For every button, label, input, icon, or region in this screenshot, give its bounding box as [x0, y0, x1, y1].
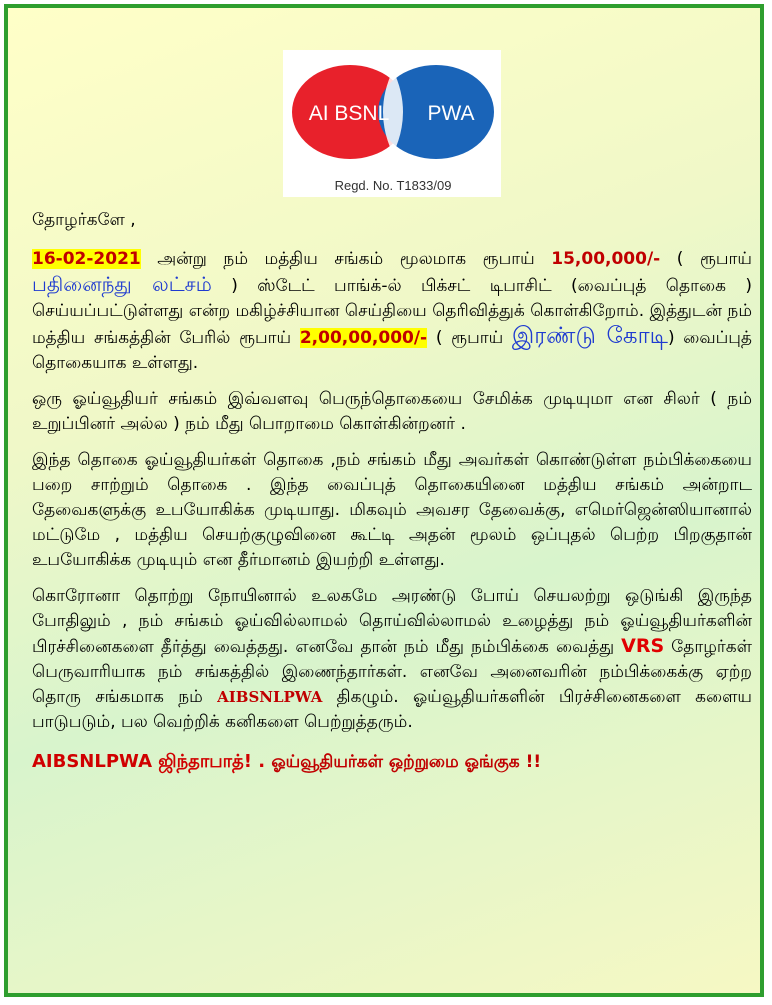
aibsnlpwa-logo [283, 50, 501, 197]
para1-text-4: ( ரூபாய் [427, 328, 512, 348]
letter-body [32, 208, 752, 786]
para1-text-3: ) ஸ்டேட் பாங்க்-ல் பிக்சட் டிபாசிட் (வைப்புத் தொகை ) செய்யப்பட்டுள்ளது என்ற மகிழ்ச்சியான செய்தியை தெரிவித்துக் கொள்கிறோம். இத்துடன் நம் மத்திய சங்கத்தின் பேரில் ரூபாய் [32, 276, 752, 348]
deposit-amount-words: பதினைந்து லட்சம் [32, 272, 212, 296]
paragraph-jealousy: ஒரு ஓய்வூதியர் சங்கம் இவ்வளவு பெருந்தொகையை சேமிக்க முடியுமா என சிலர் ( நம் உறுப்பினர் அல்ல ) நம் மீது பொறாமை கொள்கின்றனர் . [32, 389, 752, 434]
deposit-amount: 15,00,000/- [551, 249, 661, 269]
closing-org: AIBSNLPWA [32, 751, 153, 772]
para1-text-1: அன்று நம் மத்திய சங்கம் மூலமாக ரூபாய் [140, 249, 552, 269]
deposit-date: 16-02-2021 [32, 249, 141, 269]
para1-text-5: ) வைப்புத் தொகையாக உள்ளது. [32, 328, 752, 373]
para1-text-2: ( ரூபாய் [660, 249, 752, 269]
para4-text-3: திகழும். ஓய்வூதியர்களின் பிரச்சினைகளை களைய பாடுபடும், பல வெற்றிக் கனிகளை பெற்றுத்தரும். [32, 687, 752, 732]
page-frame [4, 4, 764, 997]
closing-slogan [32, 749, 752, 775]
logo-text-right: PWA [427, 102, 475, 125]
logo-regd: Regd. No. T1833/09 [334, 178, 452, 193]
logo-text-left: AI BSNL [308, 102, 390, 125]
para4-text-1: கொரோனா தொற்று நோயினால் உலகமே அரண்டு போய் செயலற்று ஒடுங்கி இருந்த போதிலும் , நம் சங்கம் ஓய்வில்லாமல் தொய்வில்லாமல் உழைத்து நம் ஓய்வூதியர்களின் பிரச்சினைகளை தீர்த்து வைத்தது. எனவே தான் நம் மீது நம்பிக்கை வைத்து [32, 586, 752, 657]
paragraph-trust: இந்த தொகை ஓய்வூதியர்கள் தொகை ,நம் சங்கம் மீது அவர்கள் கொண்டுள்ள நம்பிக்கையை பறை சாற்றும் தொகை . இந்த வைப்புத் தொகையினை மத்திய சங்கம் அன்றாட தேவைகளுக்கு உபயோகிக்க முடியாது. மிகவும் அவசர தேவைக்கு, எமெர்ஜென்ஸியானால் மட்டுமே , மத்திய செயற்குழுவினை கூட்டி அதன் மூலம் ஒப்புதல் பெற்ற பிறகுதான் உபயோகிக்க முடியும் என தீர்மானம் இயற்றி உள்ளது. [32, 450, 752, 570]
closing-slogan-1: ஜிந்தாபாத்! . [152, 751, 272, 772]
paragraph-deposit [32, 247, 752, 376]
vrs-label: VRS [621, 635, 665, 657]
para4-text-2: தோழர்கள் பெருவாரியாக நம் சங்கத்தில் இணைந்தார்கள். எனவே அனைவரின் நம்பிக்கைக்கு ஏற்ற தொரு சங்கமாக நம் [32, 637, 752, 707]
logo-graphic [283, 50, 501, 197]
closing-slogan-2: ஓய்வூதியர்கள் ஒற்றுமை ஓங்குக !! [271, 752, 542, 772]
greeting: தோழர்களே , [32, 210, 136, 230]
total-amount: 2,00,00,000/- [299, 328, 428, 348]
org-name: AIBSNLPWA [217, 688, 323, 706]
paragraph-corona [32, 584, 752, 735]
total-amount-words: இரண்டு கோடி [511, 323, 668, 349]
